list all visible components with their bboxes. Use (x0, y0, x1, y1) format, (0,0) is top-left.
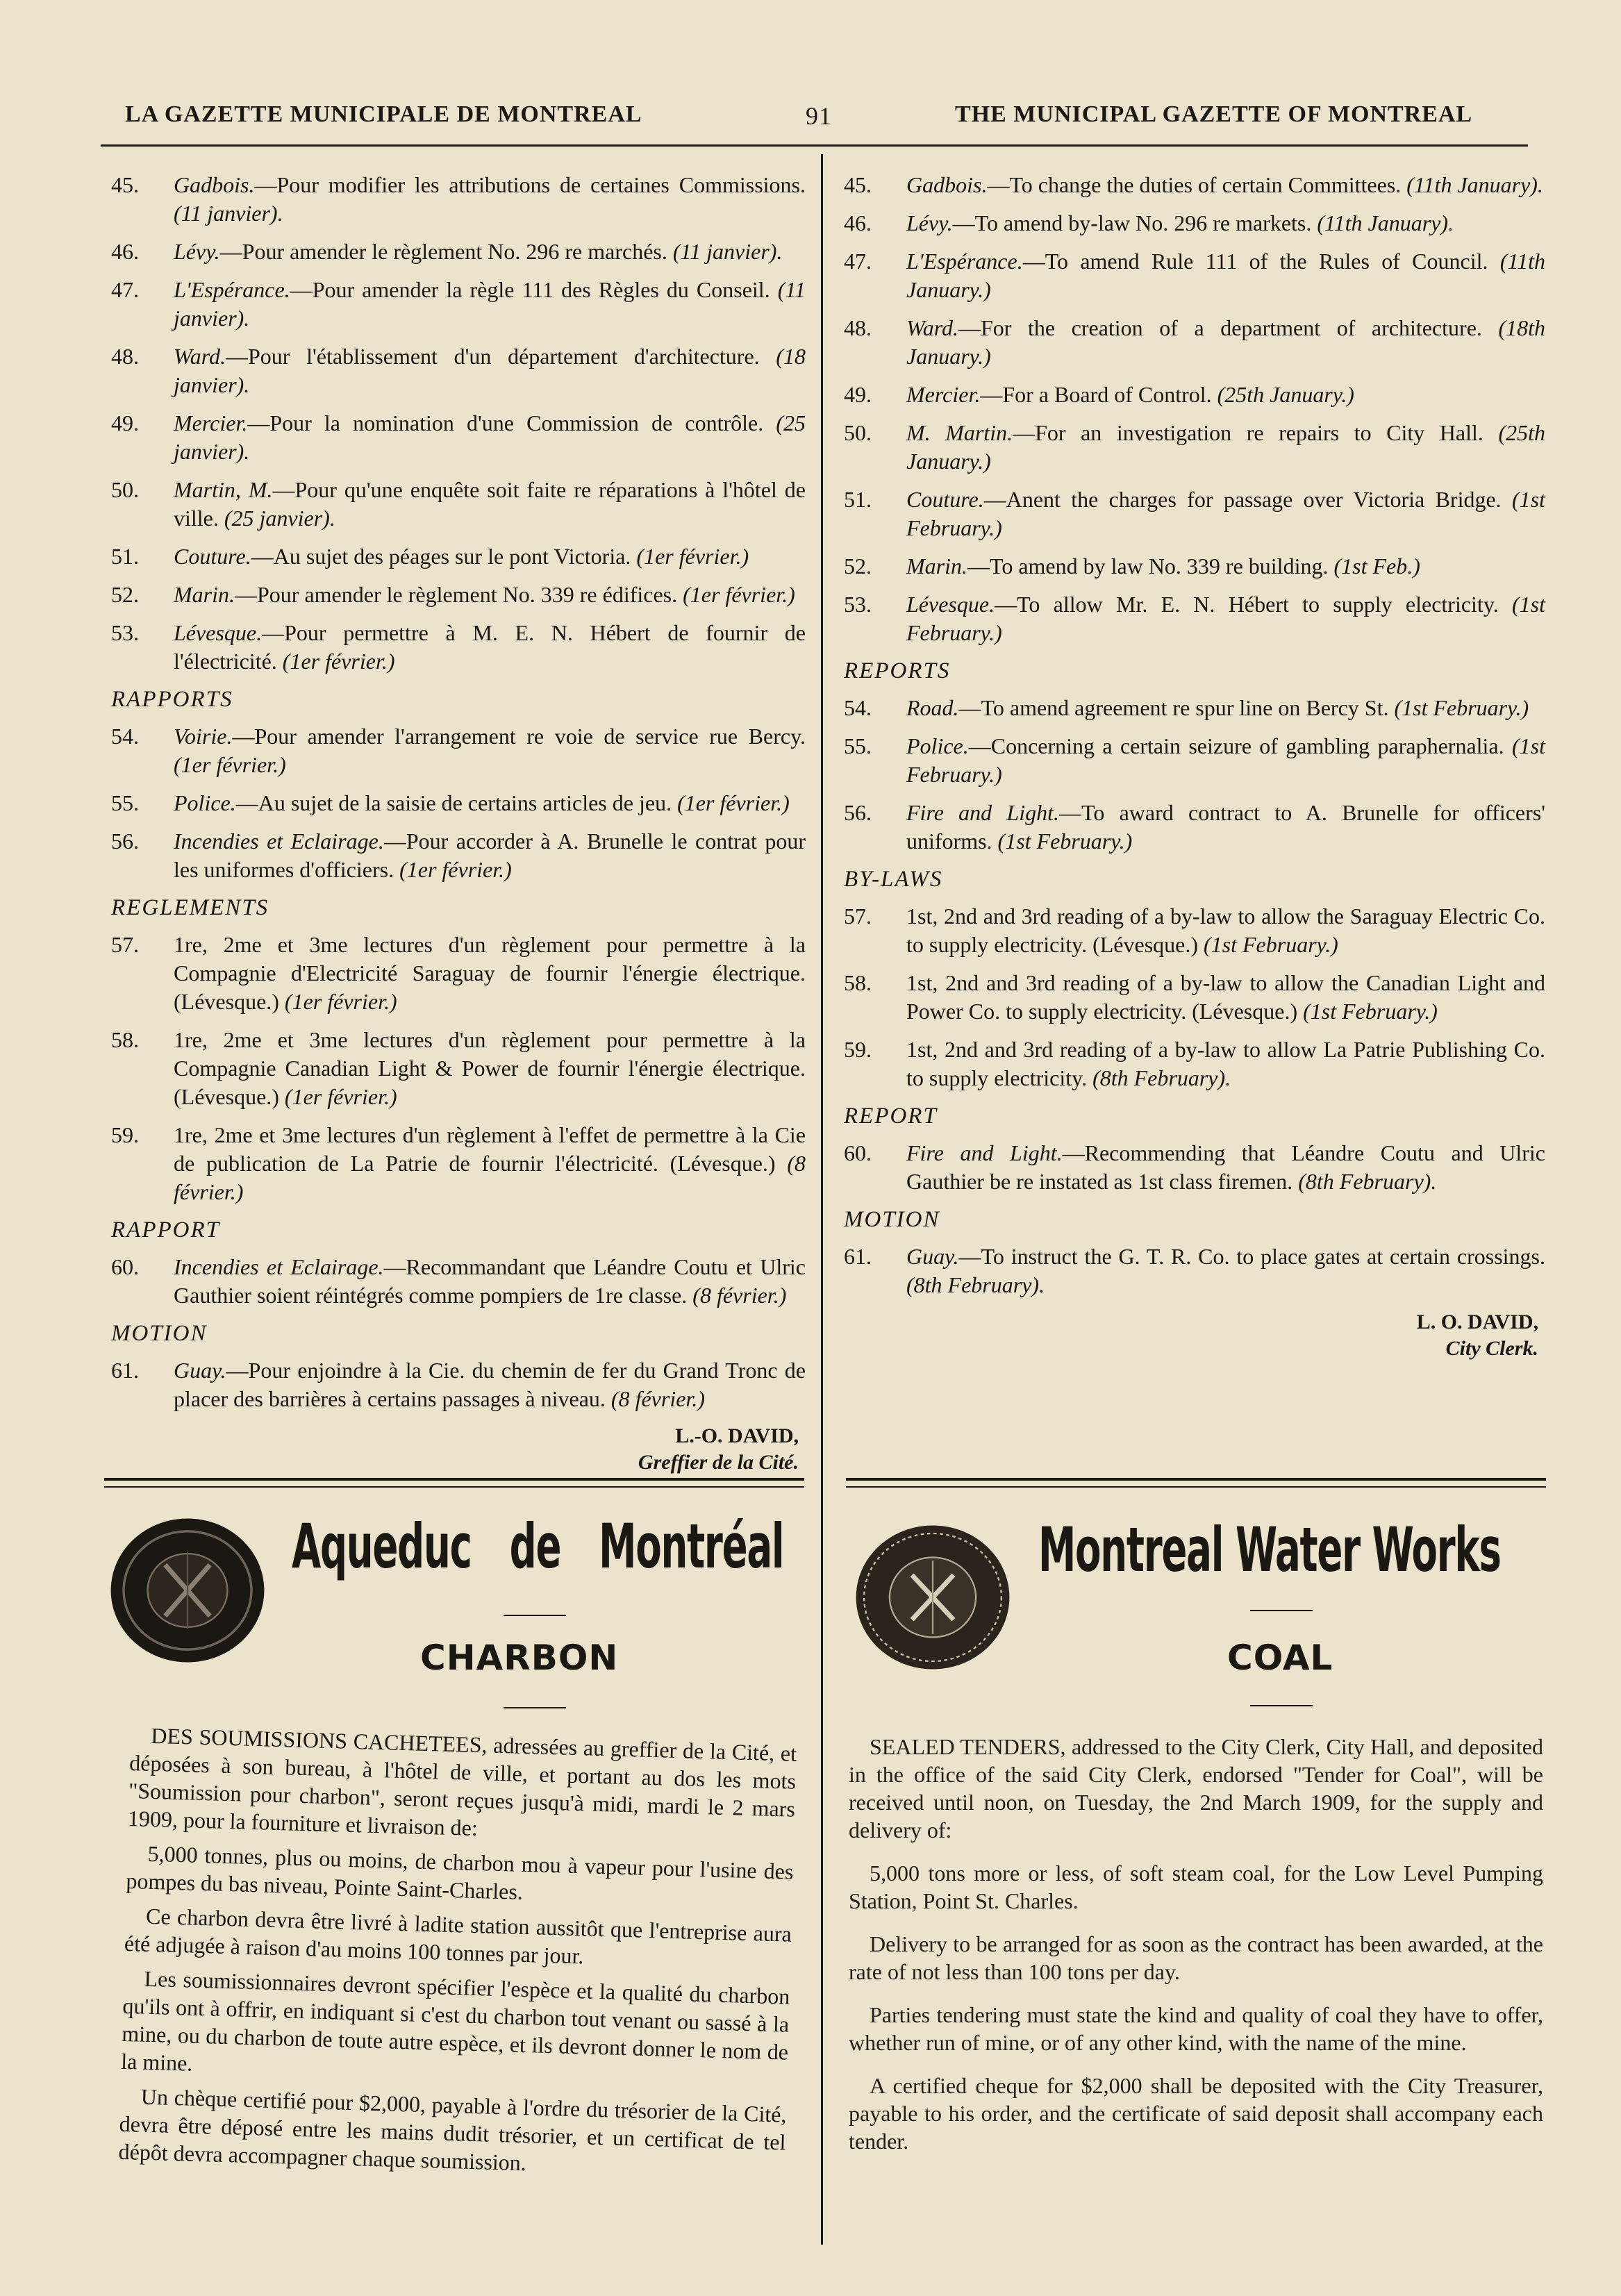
item-number: 46. (844, 210, 872, 235)
item-body (906, 1035, 1545, 1092)
item-body (174, 931, 806, 1016)
item-body (174, 827, 806, 884)
header-right-title: THE MUNICIPAL GAZETTE OF MONTREAL (955, 101, 1473, 127)
item-title: L'Espérance. (906, 249, 1023, 274)
item-body (174, 789, 806, 817)
item-date: (25 janvier). (174, 410, 806, 464)
item-body (906, 1242, 1545, 1299)
english-report-heading: REPORT (844, 1104, 938, 1129)
minutes-item (844, 419, 1545, 476)
item-number: 59. (111, 1122, 139, 1147)
item-number: 53. (111, 620, 139, 645)
item-body (174, 238, 806, 266)
item-text: —To amend by law No. 339 re building. (967, 554, 1329, 579)
item-number: 58. (111, 1027, 139, 1052)
minutes-item (844, 1035, 1545, 1092)
item-title: Guay. (174, 1358, 226, 1383)
minutes-item (844, 171, 1545, 199)
item-text: —To award contract to A. Brunelle for officers' uniforms. (906, 800, 1546, 854)
item-number: 55. (111, 790, 139, 815)
item-number: 54. (844, 695, 872, 720)
english-bylaws (844, 902, 1545, 1092)
ad-top-thick-rule-fr (104, 1478, 804, 1481)
minutes-item (111, 276, 806, 333)
item-title: Ward. (174, 344, 226, 369)
item-text: —For an investigation re repairs to City Hall. (1013, 420, 1483, 445)
header-left-title: LA GAZETTE MUNICIPALE DE MONTREAL (125, 101, 642, 127)
item-title: Guay. (906, 1244, 959, 1269)
french-reports-heading: RAPPORTS (111, 687, 233, 712)
minutes-item (111, 542, 806, 571)
minutes-item (844, 694, 1545, 722)
ad-english-paragraph: Delivery to be arranged for as soon as the contract has been awarded, at the rate of not less than 100 tons per day. (849, 1931, 1543, 1984)
item-number: 55. (844, 733, 872, 758)
item-body (906, 419, 1545, 476)
item-date: (11th January). (1406, 172, 1543, 197)
item-date: (18th January.) (906, 315, 1546, 369)
french-motion-heading: MOTION (111, 1321, 208, 1346)
column-divider (821, 154, 823, 2245)
item-text: —For a Board of Control. (980, 382, 1212, 407)
item-date: (11th January.) (906, 249, 1546, 302)
item-number: 47. (111, 277, 139, 302)
item-number: 53. (844, 592, 872, 617)
item-text: 1re, 2me et 3me lectures d'un règlement pour permettre à la Compagnie Canadian Light & Power de fournir l'énergie électrique. (Lévesque.) (174, 1027, 806, 1109)
item-body (906, 1139, 1545, 1196)
item-number: 49. (111, 410, 139, 435)
ad-english-paragraph: 5,000 tons more or less, of soft steam coal, for the Low Level Pumping Station, Point St. Charles. (849, 1861, 1543, 1913)
item-number: 60. (844, 1140, 872, 1165)
item-title: Couture. (906, 487, 984, 512)
item-body (174, 1121, 806, 1206)
item-text: —Pour amender l'arrangement re voie de service rue Bercy. (232, 724, 806, 749)
item-date: (1er février.) (174, 752, 286, 777)
item-body (174, 476, 806, 533)
item-body (174, 1253, 806, 1310)
item-body (906, 171, 1545, 199)
item-number: 45. (111, 172, 139, 197)
ad-french-subtitle-rule (504, 1707, 566, 1708)
item-text: —To amend Rule 111 of the Rules of Council. (1022, 249, 1488, 274)
minutes-item (111, 931, 806, 1016)
item-date: (1er février.) (683, 582, 795, 607)
item-title: Martin, M. (174, 477, 273, 502)
item-date: (1er février.) (284, 1084, 397, 1109)
ad-top-thick-rule-en (846, 1478, 1546, 1481)
item-body (174, 1356, 806, 1413)
french-bylaws (111, 931, 806, 1206)
item-number: 59. (844, 1037, 872, 1062)
minutes-item (111, 1121, 806, 1206)
item-body (906, 799, 1545, 856)
item-title: Voirie. (174, 724, 233, 749)
item-body (906, 381, 1545, 409)
ad-english-title: Montreal Water Works (1038, 1514, 1501, 1586)
item-text: —Pour amender le règlement No. 296 re marchés. (219, 239, 667, 264)
item-date: (25th January.) (1217, 382, 1354, 407)
item-text: —Pour accorder à A. Brunelle le contrat pour les uniformes d'officiers. (174, 829, 806, 882)
item-date: (1st February.) (906, 487, 1546, 540)
item-number: 48. (844, 315, 872, 340)
item-title: L'Espérance. (174, 277, 290, 302)
minutes-item (844, 552, 1545, 581)
item-title: Marin. (906, 554, 967, 579)
item-text: —Pour amender le règlement No. 339 re édifices. (235, 582, 678, 607)
english-items (844, 171, 1545, 647)
item-date: (1er février.) (399, 857, 512, 882)
item-text: 1st, 2nd and 3rd reading of a by-law to allow the Canadian Light and Power Co. to supply electricity. (Lévesque.) (906, 970, 1545, 1024)
item-title: Fire and Light. (906, 1140, 1063, 1165)
item-text: —To amend by-law No. 296 re markets. (952, 210, 1312, 235)
minutes-item (844, 485, 1545, 542)
item-title: Lévesque. (174, 620, 263, 645)
minutes-item (844, 902, 1545, 959)
minutes-item (844, 590, 1545, 647)
item-date: (8 février.) (692, 1283, 787, 1308)
item-body (174, 171, 806, 228)
item-text: —Pour l'établissement d'un département d'architecture. (225, 344, 760, 369)
item-number: 56. (111, 829, 139, 854)
ad-english-subtitle: COAL (1227, 1638, 1333, 1678)
minutes-item (111, 789, 806, 817)
item-text: —Pour enjoindre à la Cie. du chemin de fer du Grand Tronc de placer des barrières à certains passages à niveau. (174, 1358, 806, 1411)
minutes-item (111, 827, 806, 884)
item-body (174, 409, 806, 466)
minutes-item (111, 1026, 806, 1111)
item-title: Couture. (174, 544, 251, 569)
item-title: Mercier. (174, 410, 248, 435)
item-title: Gadbois. (174, 172, 255, 197)
item-title: Incendies et Eclairage. (174, 1254, 384, 1279)
item-date: (18 janvier). (174, 344, 806, 397)
ad-french-paragraph: DES SOUMISSIONS CACHETEES, adressées au greffier de la Cité, et déposées à son bureau, à l'hôtel de ville, et portant au dos les mots "Soumission pour charbon", seront reçues jusqu'à midi, mardi le 2 mars 1909, pour la fourniture et livraison de: (127, 1722, 797, 1841)
city-seal-icon (108, 1511, 267, 1670)
item-text: —Anent the charges for passage over Victoria Bridge. (983, 487, 1502, 512)
item-date: (1st February.) (906, 733, 1546, 787)
minutes-item (111, 619, 806, 676)
english-report (844, 1139, 1545, 1196)
item-number: 57. (111, 932, 139, 957)
minutes-item (844, 1242, 1545, 1299)
ad-english-paragraph: A certified cheque for $2,000 shall be deposited with the City Treasurer, payable to his order, and the certificate of said deposit shall accompany each tender. (849, 2073, 1543, 2154)
english-bylaws-heading: BY-LAWS (844, 867, 943, 892)
minutes-item (844, 969, 1545, 1026)
item-text: —For the creation of a department of architecture. (958, 315, 1482, 340)
item-text: —Pour la nomination d'une Commission de contrôle. (247, 410, 764, 435)
item-date: (1st February.) (1394, 695, 1529, 720)
ad-french-paragraph: 5,000 tonnes, plus ou moins, de charbon mou à vapeur pour l'usine des pompes du bas niveau, Pointe Saint-Charles. (126, 1840, 794, 1904)
item-date: (11th January). (1317, 210, 1454, 235)
item-title: Lévesque. (906, 592, 995, 617)
item-date: (11 janvier). (174, 277, 806, 331)
item-text: —Pour permettre à M. E. N. Hébert de fournir de l'électricité. (174, 620, 806, 674)
minutes-item (844, 381, 1545, 409)
minutes-item (111, 171, 806, 228)
item-number: 45. (844, 172, 872, 197)
minutes-item (844, 209, 1545, 238)
item-number: 61. (111, 1358, 139, 1383)
item-number: 60. (111, 1254, 139, 1279)
item-date: (8th February). (906, 1272, 1045, 1297)
ad-french-title-rule (504, 1615, 566, 1616)
item-text: 1re, 2me et 3me lectures d'un règlement pour permettre à la Compagnie d'Electricité Saraguay de fournir l'énergie électrique. (Lévesque.) (174, 932, 806, 1014)
item-body (174, 276, 806, 333)
item-date: (8th February). (1298, 1169, 1437, 1194)
ad-french-body (118, 1721, 797, 2191)
item-title: M. Martin. (906, 420, 1013, 445)
ad-french-title: Aqueduc de Montréal (292, 1511, 784, 1582)
item-body (174, 542, 806, 571)
french-column (111, 171, 806, 1476)
item-date: (11 janvier). (174, 201, 283, 226)
page-number: 91 (806, 102, 832, 130)
minutes-item (844, 732, 1545, 789)
item-text: 1st, 2nd and 3rd reading of a by-law to allow the Saraguay Electric Co. to supply electricity. (Lévesque.) (906, 904, 1545, 957)
item-body (174, 1026, 806, 1111)
item-title: Fire and Light. (906, 800, 1060, 825)
item-date: (1er février.) (636, 544, 749, 569)
item-title: Ward. (906, 315, 958, 340)
ad-top-thin-rule-fr (104, 1486, 804, 1488)
item-body (906, 732, 1545, 789)
item-body (174, 342, 806, 399)
item-number: 48. (111, 344, 139, 369)
item-title: Incendies et Eclairage. (174, 829, 384, 854)
minutes-item (844, 799, 1545, 856)
item-text: 1st, 2nd and 3rd reading of a by-law to allow La Patrie Publishing Co. to supply electricity. (906, 1037, 1545, 1090)
french-signature-title: Greffier de la Cité. (638, 1451, 799, 1474)
french-signature (111, 1423, 799, 1476)
minutes-item (111, 1356, 806, 1413)
item-body (906, 590, 1545, 647)
item-text: —Recommending that Léandre Coutu and Ulric Gauthier be re instated as 1st class firemen. (906, 1140, 1546, 1194)
minutes-item (111, 1253, 806, 1310)
minutes-item (111, 722, 806, 779)
ad-english-title-rule (1250, 1610, 1313, 1611)
item-text: —To allow Mr. E. N. Hébert to supply electricity. (995, 592, 1499, 617)
english-signature (844, 1309, 1538, 1362)
ad-english-body (849, 1733, 1543, 2170)
ad-french-paragraph: Un chèque certifié pour $2,000, payable à l'ordre du trésorier de la Cité, devra être déposé entre les mains dudit trésorier, et un certificat de tel dépôt devra accompagner chaque soumission. (118, 2083, 788, 2176)
item-text: —Au sujet des péages sur le pont Victoria. (251, 544, 631, 569)
item-number: 54. (111, 724, 139, 749)
english-column (844, 171, 1545, 1362)
item-body (174, 722, 806, 779)
french-motion (111, 1356, 806, 1413)
item-date: (8 février.) (174, 1151, 806, 1204)
item-number: 47. (844, 249, 872, 274)
item-date: (1st February.) (1303, 999, 1438, 1024)
item-number: 52. (111, 582, 139, 607)
minutes-item (844, 314, 1545, 371)
item-text: —Pour amender la règle 111 des Règles du Conseil. (290, 277, 770, 302)
item-body (174, 581, 806, 609)
item-body (906, 969, 1545, 1026)
item-body (174, 619, 806, 676)
ad-french-paragraph: Ce charbon devra être livré à ladite station aussitôt que l'entreprise aura été adjugée à raison d'au moins 100 tonnes par jour. (124, 1903, 792, 1969)
minutes-item (111, 476, 806, 533)
item-date: (1st Feb.) (1333, 554, 1420, 579)
item-text: 1re, 2me et 3me lectures d'un règlement à l'effet de permettre à la Cie de publication de La Patrie de fournir l'électricité. (Lévesque.) (174, 1122, 806, 1176)
item-number: 57. (844, 904, 872, 929)
item-text: —Pour qu'une enquête soit faite re réparations à l'hôtel de ville. (174, 477, 806, 531)
item-text: —To change the duties of certain Committees. (987, 172, 1402, 197)
item-date: (1er février.) (677, 790, 790, 815)
item-title: Marin. (174, 582, 235, 607)
item-text: —Recommandant que Léandre Coutu et Ulric Gauthier soient réintégrés comme pompiers de 1re classe. (174, 1254, 806, 1308)
ad-english-subtitle-rule (1250, 1705, 1313, 1706)
item-title: Lévy. (174, 239, 220, 264)
english-signature-title: City Clerk. (1445, 1337, 1538, 1360)
item-number: 50. (111, 477, 139, 502)
item-text: —To instruct the G. T. R. Co. to place gates at certain crossings. (958, 1244, 1545, 1269)
french-signature-name: L.-O. DAVID, (675, 1424, 799, 1447)
item-date: (1er février.) (282, 649, 395, 674)
ad-english-paragraph: Parties tendering must state the kind and quality of coal they have to offer, whether run of mine, or of any other kind, with the name of the mine. (849, 2002, 1543, 2055)
item-date: (1st February.) (1204, 932, 1338, 957)
item-number: 49. (844, 382, 872, 407)
minutes-item (111, 342, 806, 399)
french-reports (111, 722, 806, 884)
item-body (906, 314, 1545, 371)
item-title: Mercier. (906, 382, 981, 407)
item-title: Road. (906, 695, 959, 720)
item-title: Police. (174, 790, 236, 815)
item-text: —Concerning a certain seizure of gambling paraphernalia. (968, 733, 1504, 758)
item-body (906, 902, 1545, 959)
item-number: 52. (844, 554, 872, 579)
item-text: —Au sujet de la saisie de certains articles de jeu. (235, 790, 672, 815)
english-reports (844, 694, 1545, 856)
item-date: (1st February.) (997, 829, 1133, 854)
minutes-item (844, 1139, 1545, 1196)
item-date: (1st February.) (906, 592, 1545, 645)
item-number: 51. (844, 487, 872, 512)
english-motion (844, 1242, 1545, 1299)
english-motion-heading: MOTION (844, 1207, 940, 1232)
item-date: (25th January.) (906, 420, 1546, 474)
minutes-item (111, 238, 806, 266)
item-title: Police. (906, 733, 969, 758)
item-date: (1er février.) (284, 989, 397, 1014)
item-title: Gadbois. (906, 172, 988, 197)
ad-french-paragraph: Les soumissionnaires devront spécifier l'espèce et la qualité du charbon qu'ils ont à offrir, en indiquant si c'est du charbon tout venant ou sassé à la mine, ou du charbon de toute autre espèce, et ils devront donner le nom de la mine. (120, 1965, 790, 2076)
english-reports-heading: REPORTS (844, 658, 951, 683)
minutes-item (844, 247, 1545, 304)
item-date: (11 janvier). (672, 239, 783, 264)
item-number: 50. (844, 420, 872, 445)
item-body (906, 485, 1545, 542)
item-body (906, 209, 1545, 238)
item-number: 56. (844, 800, 872, 825)
ad-top-thin-rule-en (846, 1486, 1546, 1488)
item-date: (8th February). (1092, 1065, 1231, 1090)
minutes-item (111, 581, 806, 609)
item-body (906, 247, 1545, 304)
item-number: 51. (111, 544, 139, 569)
item-text: —Pour modifier les attributions de certaines Commissions. (254, 172, 806, 197)
item-title: Lévy. (906, 210, 953, 235)
header-rule (101, 144, 1528, 147)
item-number: 58. (844, 970, 872, 995)
ad-english-paragraph: SEALED TENDERS, addressed to the City Clerk, City Hall, and deposited in the office of the said City Clerk, endorsed "Tender for Coal", will be received until noon, on Tuesday, the 2nd March 1909, for the supply and delivery of: (849, 1734, 1543, 1842)
item-number: 46. (111, 239, 139, 264)
item-number: 61. (844, 1244, 872, 1269)
item-text: —To amend agreement re spur line on Bercy St. (958, 695, 1389, 720)
french-items (111, 171, 806, 676)
item-body (906, 552, 1545, 581)
english-signature-name: L. O. DAVID, (1416, 1311, 1538, 1333)
city-seal-icon (853, 1517, 1013, 1677)
item-date: (25 janvier). (224, 506, 335, 531)
french-report-heading: RAPPORT (111, 1217, 220, 1242)
french-bylaws-heading: REGLEMENTS (111, 895, 269, 920)
french-report (111, 1253, 806, 1310)
ad-french-subtitle: CHARBON (420, 1638, 619, 1678)
minutes-item (111, 409, 806, 466)
item-body (906, 694, 1545, 722)
item-date: (8 février.) (610, 1386, 705, 1411)
